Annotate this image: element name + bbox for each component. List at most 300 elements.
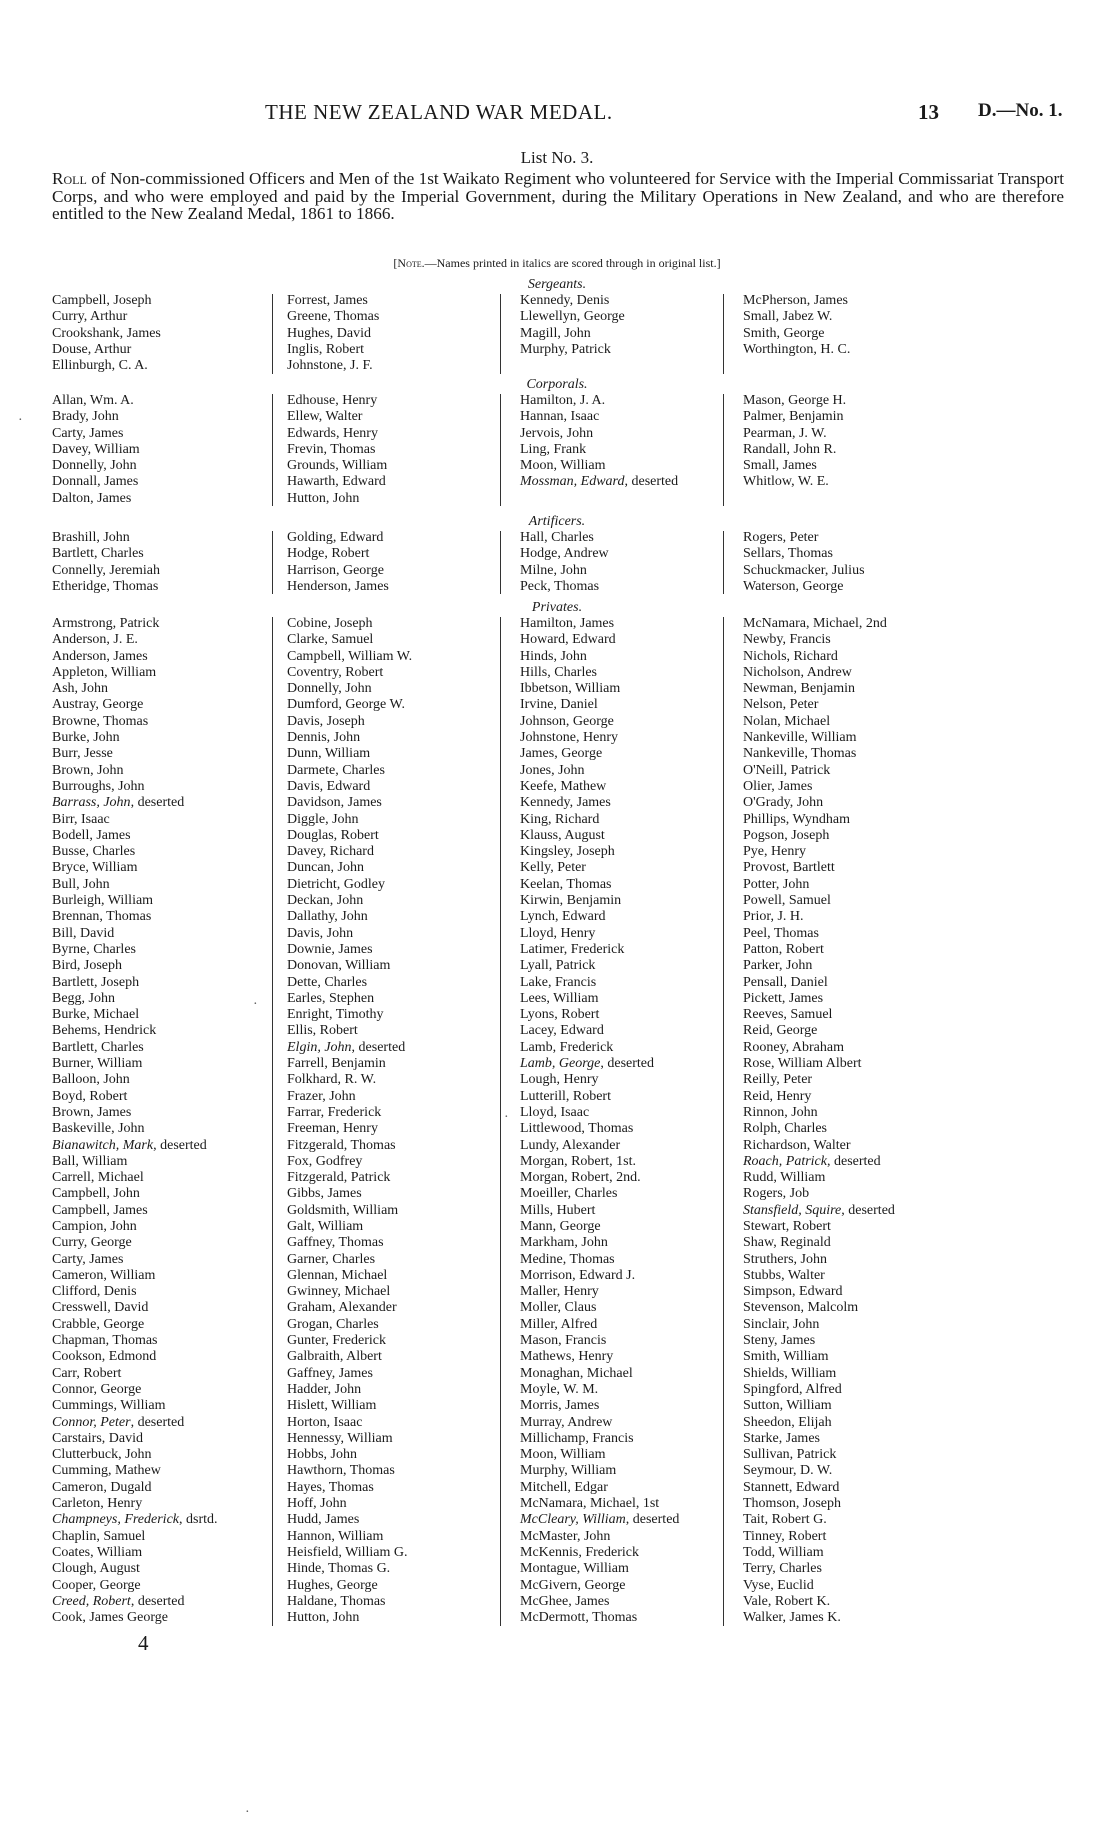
roll-entry: Kennedy, Denis — [520, 293, 610, 308]
roll-entry: Newby, Francis — [743, 632, 831, 648]
roll-entry: Hoff, John — [287, 1496, 347, 1512]
roll-entry: Dumford, George W. — [287, 697, 405, 713]
roll-entry: Galt, William — [287, 1218, 364, 1234]
roll-entry: Vyse, Euclid — [743, 1577, 814, 1593]
roll-entry: Lutterill, Robert — [520, 1088, 611, 1104]
roll-entry: Powell, Samuel — [743, 893, 831, 909]
desertion-note: , deserted — [826, 1153, 881, 1169]
roll-entry: Ellis, Robert — [287, 1023, 358, 1039]
roll-entry: Clough, August — [52, 1561, 140, 1577]
roll-entry: Donnelly, John — [52, 458, 137, 474]
margin-dot: · — [253, 997, 258, 1012]
roll-entry: Edwards, Henry — [287, 425, 378, 441]
column-rule — [272, 531, 273, 594]
roll-entry: Randall, John R. — [743, 441, 837, 457]
roll-entry: Gaffney, Thomas — [287, 1235, 384, 1251]
roll-entry: McKennis, Frederick — [520, 1544, 639, 1560]
roll-entry: Hinde, Thomas G. — [287, 1561, 391, 1577]
roll-entry: Kennedy, James — [520, 795, 611, 811]
roll-entry: Golding, Edward — [287, 530, 384, 545]
roll-entry: Campion, John — [52, 1218, 137, 1234]
roll-entry: Sheedon, Elijah — [743, 1414, 832, 1430]
roll-entry — [52, 1138, 218, 1154]
roll-entry: Appleton, William — [52, 664, 157, 680]
roll-entry: Brown, John — [52, 762, 124, 778]
roll-entry: Folkhard, R. W. — [287, 1072, 377, 1088]
desertion-note: , dsrtd. — [179, 1512, 218, 1528]
roll-entry: Jones, John — [520, 762, 585, 778]
roll-entry: Bartlett, Charles — [52, 546, 144, 562]
roll-entry: Crabble, George — [52, 1316, 145, 1332]
roll-entry: Hamilton, James — [520, 616, 615, 631]
roll-entry: Kingsley, Joseph — [520, 844, 615, 860]
roll-entry: Carr, Robert — [52, 1365, 122, 1381]
column-rule — [272, 394, 273, 506]
roll-entry: Sullivan, Patrick — [743, 1447, 837, 1463]
roll-entry: Davidson, James — [287, 795, 382, 811]
name-column — [287, 393, 387, 507]
roll-entry: Reeves, Samuel — [743, 1007, 833, 1023]
roll-entry: Frevin, Thomas — [287, 441, 376, 457]
roll-entry: Henderson, James — [287, 578, 389, 594]
scored-name: Roach, Patrick — [743, 1153, 827, 1169]
roll-entry: Waterson, George — [743, 578, 844, 594]
scored-name: Lamb, George — [520, 1056, 601, 1072]
document-reference: D.—No. 1. — [978, 100, 1063, 121]
roll-entry: Grounds, William — [287, 458, 388, 474]
roll-entry: Rogers, Job — [743, 1186, 810, 1202]
roll-entry: Etheridge, Thomas — [52, 578, 159, 594]
roll-entry: Hadder, John — [287, 1381, 362, 1397]
roll-entry: Lyons, Robert — [520, 1007, 600, 1023]
roll-entry: Hawthorn, Thomas — [287, 1463, 395, 1479]
roll-entry: Davey, Richard — [287, 844, 374, 860]
roll-entry: Haldane, Thomas — [287, 1593, 386, 1609]
roll-entry — [520, 1512, 679, 1528]
roll-entry: Clutterbuck, John — [52, 1447, 152, 1463]
roll-entry: Johnstone, J. F. — [287, 358, 373, 374]
desertion-note: , deserted — [130, 795, 185, 811]
roll-entry: Chaplin, Samuel — [52, 1528, 146, 1544]
roll-entry: Stannett, Edward — [743, 1479, 840, 1495]
roll-entry: Nankeville, William — [743, 730, 857, 746]
roll-entry: Carleton, Henry — [52, 1496, 143, 1512]
roll-entry: Lynch, Edward — [520, 909, 606, 925]
roll-entry: Curry, Arthur — [52, 309, 128, 325]
section-heading: Artificers. — [528, 514, 586, 529]
italics-note — [0, 256, 1114, 271]
roll-entry: McNamara, Michael, 1st — [520, 1496, 660, 1512]
roll-entry: Boyd, Robert — [52, 1088, 128, 1104]
roll-entry: Carrell, Michael — [52, 1170, 144, 1186]
roll-entry: Burroughs, John — [52, 778, 145, 794]
roll-entry: Small, James — [743, 458, 817, 474]
roll-entry: Reid, Henry — [743, 1088, 812, 1104]
roll-entry: Lloyd, Isaac — [520, 1104, 590, 1120]
roll-entry: Hamilton, J. A. — [520, 393, 606, 408]
roll-entry: Keelan, Thomas — [520, 876, 612, 892]
roll-entry: Clarke, Samuel — [287, 632, 374, 648]
roll-entry: Vale, Robert K. — [743, 1593, 831, 1609]
roll-entry: Crookshank, James — [52, 325, 161, 341]
roll-intro-text: of Non-commissioned Officers and Men of the 1st Waikato Regiment who volunteered for Service with the Imperial Commissariat Transport Corps, and who were employed and paid by the Imperial Government, during the Military Operations in New Zealand, and who are therefore entitled to the New Zealand Medal, 1861 to 1866. — [52, 169, 1065, 224]
name-column — [743, 393, 846, 491]
roll-entry: Hudd, James — [287, 1512, 360, 1528]
roll-entry: Clifford, Denis — [52, 1284, 137, 1300]
roll-entry: Patton, Robert — [743, 941, 824, 957]
roll-entry: Steny, James — [743, 1333, 816, 1349]
roll-entry — [287, 1040, 412, 1056]
roll-entry: Pogson, Joseph — [743, 827, 830, 843]
roll-entry: Chapman, Thomas — [52, 1333, 158, 1349]
roll-entry: Parker, John — [743, 958, 813, 974]
roll-entry: Hawarth, Edward — [287, 474, 386, 490]
roll-entry: Coventry, Robert — [287, 664, 384, 680]
roll-entry: Cooper, George — [52, 1577, 141, 1593]
roll-entry: Mason, Francis — [520, 1333, 607, 1349]
roll-entry: Ball, William — [52, 1153, 128, 1169]
note-label: Note. — [397, 256, 425, 270]
roll-entry: Dallathy, John — [287, 909, 368, 925]
roll-entry: McPherson, James — [743, 293, 848, 308]
scored-name: Champneys, Frederick — [52, 1512, 179, 1528]
roll-entry: Stevenson, Malcolm — [743, 1300, 859, 1316]
roll-entry: Goldsmith, William — [287, 1202, 399, 1218]
roll-entry: Shields, William — [743, 1365, 837, 1381]
roll-entry: Harrison, George — [287, 562, 384, 578]
column-rule — [272, 617, 273, 1626]
roll-entry: Murray, Andrew — [520, 1414, 613, 1430]
roll-entry: Jervois, John — [520, 425, 594, 441]
roll-entry: Provost, Bartlett — [743, 860, 835, 876]
scored-name: Mossman, Edward — [520, 474, 625, 490]
roll-entry: Kirwin, Benjamin — [520, 893, 622, 909]
roll-entry: Freeman, Henry — [287, 1121, 378, 1137]
roll-entry — [52, 795, 218, 811]
roll-entry: Newman, Benjamin — [743, 681, 855, 697]
roll-entry: McDermott, Thomas — [520, 1610, 638, 1626]
roll-entry: Lough, Henry — [520, 1072, 599, 1088]
roll-entry: Hennessy, William — [287, 1430, 393, 1446]
roll-entry: Hughes, David — [287, 325, 371, 341]
roll-entry: Gaffney, James — [287, 1365, 373, 1381]
roll-entry: Donnall, James — [52, 474, 139, 490]
roll-entry: McMaster, John — [520, 1528, 611, 1544]
roll-entry: Ibbetson, William — [520, 681, 621, 697]
roll-entry: Diggle, John — [287, 811, 359, 827]
roll-entry: Walker, James K. — [743, 1610, 841, 1626]
roll-entry: Galbraith, Albert — [287, 1349, 382, 1365]
name-column — [287, 293, 379, 374]
roll-entry: Garner, Charles — [287, 1251, 376, 1267]
roll-entry — [520, 474, 678, 490]
roll-entry: Burleigh, William — [52, 893, 154, 909]
roll-entry: Milne, John — [520, 562, 587, 578]
roll-entry: Moon, William — [520, 458, 606, 474]
roll-entry: Donnelly, John — [287, 681, 372, 697]
roll-entry: Rooney, Abraham — [743, 1039, 844, 1055]
roll-entry — [743, 1154, 895, 1170]
name-column — [520, 530, 609, 595]
roll-entry: Prior, J. H. — [743, 909, 804, 925]
roll-entry: Pearman, J. W. — [743, 425, 827, 441]
roll-entry: Behems, Hendrick — [52, 1023, 157, 1039]
roll-entry: Grogan, Charles — [287, 1316, 379, 1332]
roll-entry — [520, 1056, 679, 1072]
roll-entry: Gunter, Frederick — [287, 1333, 386, 1349]
roll-entry: Johnson, George — [520, 713, 614, 729]
roll-entry: Dennis, John — [287, 730, 361, 746]
column-rule — [723, 531, 724, 594]
page-number: 13 — [918, 100, 939, 124]
column-rule — [723, 394, 724, 506]
roll-entry: Hislett, William — [287, 1398, 377, 1414]
roll-entry: Richardson, Walter — [743, 1137, 851, 1153]
roll-entry: Heisfield, William G. — [287, 1544, 408, 1560]
margin-dot: · — [245, 1805, 250, 1820]
roll-entry: Pensall, Daniel — [743, 974, 828, 990]
scored-name: McCleary, William — [520, 1512, 626, 1528]
roll-entry: Stewart, Robert — [743, 1218, 831, 1234]
scored-name: Stansfield, Squire — [743, 1202, 842, 1218]
name-column — [287, 530, 389, 595]
column-rule — [723, 617, 724, 1626]
roll-entry: Curry, George — [52, 1235, 132, 1251]
roll-entry: Burner, William — [52, 1056, 143, 1072]
roll-entry: Gwinney, Michael — [287, 1284, 391, 1300]
roll-entry: Graham, Alexander — [287, 1300, 397, 1316]
roll-entry: Lloyd, Henry — [520, 925, 596, 941]
roll-entry: Mann, George — [520, 1218, 601, 1234]
roll-entry: Moller, Claus — [520, 1300, 597, 1316]
roll-entry: Terry, Charles — [743, 1561, 822, 1577]
roll-entry: Hannan, Isaac — [520, 409, 600, 425]
scored-name: Connor, Peter — [52, 1414, 131, 1430]
roll-entry: Hodge, Andrew — [520, 546, 609, 562]
roll-entry: Balloon, John — [52, 1072, 130, 1088]
roll-entry: Tait, Robert G. — [743, 1512, 827, 1528]
roll-entry: Anderson, J. E. — [52, 632, 138, 648]
roll-entry: Hall, Charles — [520, 530, 594, 545]
roll-entry: Seymour, D. W. — [743, 1463, 833, 1479]
desertion-note: , deserted — [130, 1593, 185, 1609]
scored-name: Barrass, John — [52, 795, 131, 811]
roll-entry: Markham, John — [520, 1235, 608, 1251]
roll-entry: Cameron, Dugald — [52, 1479, 152, 1495]
column-rule — [723, 294, 724, 374]
roll-entry: Whitlow, W. E. — [743, 474, 829, 490]
roll-entry: Carstairs, David — [52, 1430, 143, 1446]
desertion-note: , deserted — [153, 1137, 207, 1153]
roll-entry: Schuckmacker, Julius — [743, 562, 865, 578]
roll-entry: Simpson, Edward — [743, 1284, 843, 1300]
roll-entry — [52, 1594, 218, 1610]
roll-entry: Howard, Edward — [520, 632, 616, 648]
roll-entry: Forrest, James — [287, 293, 368, 308]
roll-entry: Morris, James — [520, 1398, 600, 1414]
roll-entry: Monaghan, Michael — [520, 1365, 633, 1381]
roll-entry: Burr, Jesse — [52, 746, 113, 762]
roll-entry: Small, Jabez W. — [743, 309, 833, 325]
roll-entry: Pickett, James — [743, 990, 824, 1006]
roll-entry: Hannon, William — [287, 1528, 384, 1544]
roll-entry: Baskeville, John — [52, 1121, 145, 1137]
roll-entry: Nicholson, Andrew — [743, 664, 852, 680]
roll-entry: Darmete, Charles — [287, 762, 385, 778]
roll-entry: Hutton, John — [287, 490, 360, 506]
roll-entry: Rudd, William — [743, 1170, 826, 1186]
roll-entry: Ellinburgh, C. A. — [52, 358, 148, 374]
desertion-note: , deserted — [625, 1512, 680, 1528]
roll-entry: Dalton, James — [52, 490, 132, 506]
roll-entry: Brennan, Thomas — [52, 909, 152, 925]
roll-entry: Klauss, August — [520, 827, 605, 843]
roll-entry: Bartlett, Charles — [52, 1039, 144, 1055]
roll-entry: Worthington, H. C. — [743, 341, 851, 357]
roll-entry: Burke, John — [52, 730, 120, 746]
roll-entry: Dunn, William — [287, 746, 371, 762]
roll-entry: Allan, Wm. A. — [52, 393, 134, 408]
desertion-note: , deserted — [130, 1414, 185, 1430]
roll-entry: O'Neill, Patrick — [743, 762, 831, 778]
roll-entry: Hughes, George — [287, 1577, 378, 1593]
name-column — [52, 616, 218, 1626]
roll-entry: Anderson, James — [52, 648, 148, 664]
roll-intro-paragraph — [52, 170, 1064, 223]
roll-entry: Campbell, William W. — [287, 648, 413, 664]
roll-entry: Mathews, Henry — [520, 1349, 614, 1365]
column-rule — [500, 617, 501, 1626]
roll-entry: Reilly, Peter — [743, 1072, 813, 1088]
roll-entry: Birr, Isaac — [52, 811, 110, 827]
roll-entry: Enright, Timothy — [287, 1007, 384, 1023]
roll-entry: Glennan, Michael — [287, 1267, 388, 1283]
roll-entry — [52, 1415, 218, 1431]
roll-entry: Ellew, Walter — [287, 409, 363, 425]
roll-entry: Todd, William — [743, 1544, 824, 1560]
roll-entry: Smith, George — [743, 325, 825, 341]
roll-entry: Rogers, Peter — [743, 530, 819, 545]
column-rule — [500, 531, 501, 594]
roll-entry: Medine, Thomas — [520, 1251, 615, 1267]
roll-entry: Miller, Alfred — [520, 1316, 598, 1332]
roll-entry: Nelson, Peter — [743, 697, 819, 713]
roll-entry: Peel, Thomas — [743, 925, 819, 941]
roll-entry: Bill, David — [52, 925, 115, 941]
roll-entry: Campbell, James — [52, 1202, 148, 1218]
roll-entry: Davis, Joseph — [287, 713, 365, 729]
column-rule — [500, 294, 501, 374]
roll-entry: Cumming, Mathew — [52, 1463, 161, 1479]
roll-entry: Cameron, William — [52, 1267, 156, 1283]
roll-entry: Nankeville, Thomas — [743, 746, 857, 762]
note-bracket: [ — [393, 256, 398, 270]
name-column — [743, 616, 895, 1626]
roll-entry: McGivern, George — [520, 1577, 626, 1593]
roll-entry: Bryce, William — [52, 860, 138, 876]
roll-entry: Moon, William — [520, 1447, 606, 1463]
roll-entry: Ling, Frank — [520, 441, 587, 457]
roll-entry: Cook, James George — [52, 1610, 168, 1626]
roll-entry: Latimer, Frederick — [520, 941, 625, 957]
roll-entry: Hinds, John — [520, 648, 587, 664]
roll-entry: Phillips, Wyndham — [743, 811, 851, 827]
roll-entry: Farrell, Benjamin — [287, 1056, 386, 1072]
roll-entry: McNamara, Michael, 2nd — [743, 616, 887, 631]
roll-entry: Gibbs, James — [287, 1186, 362, 1202]
roll-entry: Douse, Arthur — [52, 341, 132, 357]
roll-entry: Browne, Thomas — [52, 713, 149, 729]
roll-entry: Byrne, Charles — [52, 941, 136, 957]
roll-word: Roll — [52, 169, 87, 188]
roll-entry: O'Grady, John — [743, 795, 824, 811]
roll-entry — [743, 1203, 895, 1219]
roll-entry: Douglas, Robert — [287, 827, 379, 843]
roll-entry: James, George — [520, 746, 603, 762]
roll-entry: Brown, James — [52, 1104, 132, 1120]
roll-entry: Pye, Henry — [743, 844, 806, 860]
roll-entry: Sinclair, John — [743, 1316, 820, 1332]
roll-entry: Hodge, Robert — [287, 546, 370, 562]
roll-entry: Thomson, Joseph — [743, 1496, 841, 1512]
roll-entry: Cresswell, David — [52, 1300, 149, 1316]
roll-entry: Shaw, Reginald — [743, 1235, 831, 1251]
roll-entry: Dette, Charles — [287, 974, 368, 990]
roll-entry: Davey, William — [52, 441, 140, 457]
roll-entry: Rolph, Charles — [743, 1121, 827, 1137]
roll-entry: Littlewood, Thomas — [520, 1121, 634, 1137]
roll-entry: Brashill, John — [52, 530, 130, 545]
desertion-note: , deserted — [351, 1039, 406, 1055]
roll-entry: King, Richard — [520, 811, 600, 827]
scored-name: Bianawitch, Mark — [52, 1137, 154, 1153]
roll-entry: Irvine, Daniel — [520, 697, 598, 713]
margin-dot: · — [18, 413, 23, 428]
name-column — [743, 530, 865, 595]
roll-entry: Nichols, Richard — [743, 648, 838, 664]
roll-entry: Cummings, William — [52, 1398, 166, 1414]
roll-entry: Sutton, William — [743, 1398, 832, 1414]
roll-entry: McGhee, James — [520, 1593, 610, 1609]
roll-entry: Cobine, Joseph — [287, 616, 373, 631]
roll-entry: Palmer, Benjamin — [743, 409, 844, 425]
roll-entry: Frazer, John — [287, 1088, 356, 1104]
roll-entry: Stubbs, Walter — [743, 1267, 825, 1283]
roll-entry: Murphy, William — [520, 1463, 617, 1479]
roll-entry: Bartlett, Joseph — [52, 974, 140, 990]
roll-entry: Struthers, John — [743, 1251, 827, 1267]
roll-entry: Connelly, Jeremiah — [52, 562, 160, 578]
roll-entry: Millichamp, Francis — [520, 1430, 634, 1446]
roll-entry: Fox, Godfrey — [287, 1153, 363, 1169]
roll-entry: Hobbs, John — [287, 1447, 358, 1463]
roll-entry: Hutton, John — [287, 1610, 360, 1626]
roll-entry: Davis, John — [287, 925, 354, 941]
page-header-title: THE NEW ZEALAND WAR MEDAL. — [265, 100, 613, 124]
roll-entry: Tinney, Robert — [743, 1528, 827, 1544]
roll-entry: Potter, John — [743, 876, 810, 892]
signature-mark: 4 — [138, 1631, 149, 1655]
roll-entry: Murphy, Patrick — [520, 341, 611, 357]
roll-entry: Bird, Joseph — [52, 958, 122, 974]
roll-entry: Farrar, Frederick — [287, 1104, 382, 1120]
roll-entry: Olier, James — [743, 778, 813, 794]
roll-entry: Fitzgerald, Thomas — [287, 1137, 396, 1153]
name-column — [287, 616, 412, 1626]
roll-entry: Begg, John — [52, 990, 115, 1006]
roll-entry: Deckan, John — [287, 893, 364, 909]
roll-entry: Mason, George H. — [743, 393, 847, 408]
